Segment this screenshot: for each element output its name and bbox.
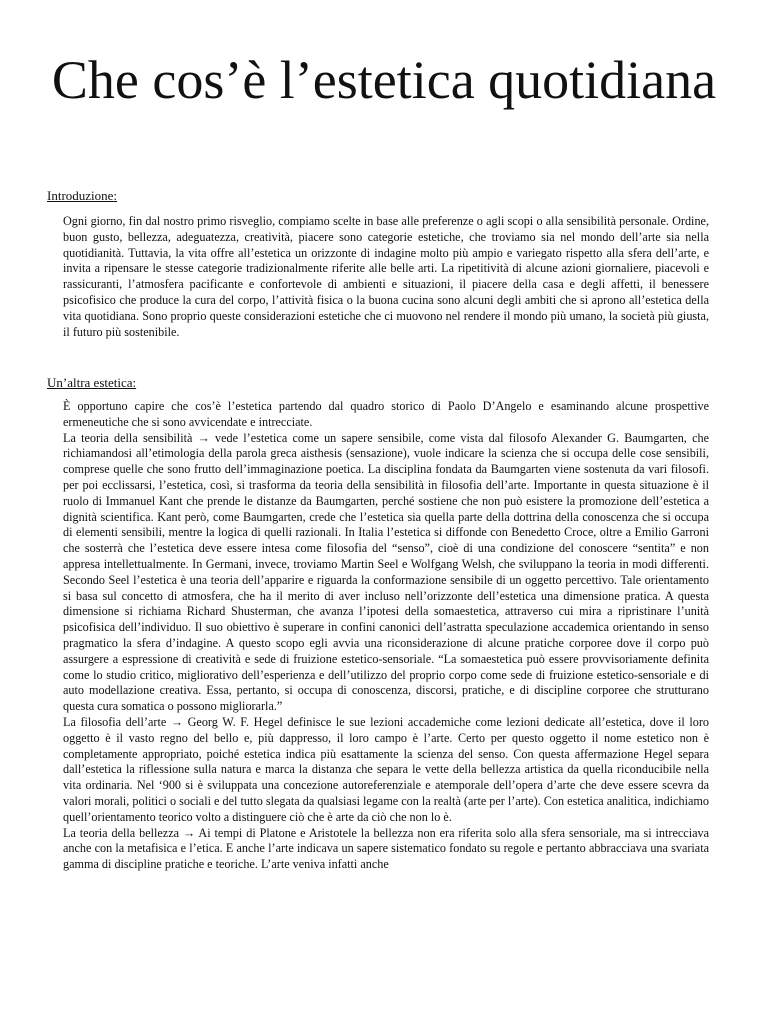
paragraph: La teoria della bellezza → Ai tempi di Platone e Aristotele la bellezza non era riferita solo alla sfera sensoriale, ma si intrecciava anche con la metafisica e l’etica. E anche l’arte indicava un sapere sistematico fondato su regole e pertanto abbracciava una svariata gamma di discipline pratiche e teoriche. L’arte veniva infatti anche xyxy=(63,825,709,872)
section-body-introduzione xyxy=(63,214,709,340)
page-title: Che cos’è l’estetica quotidiana xyxy=(51,50,717,110)
paragraph: La teoria della sensibilità → vede l’estetica come un sapere sensibile, come vista dal filosofo Alexander G. Baumgarten, che richiamandosi all’etimologia della parola greca aisthesis (sensazione), vuole indicare la scienza che si occupa delle cose sensibili, comprese quelle che sono frutto dell’immaginazione poetica. La disciplina fondata da Baumgarten viene sostenuta da vari filosofi. per poi ecclissarsi, l’estetica, così, si trasforma da teoria della sensibilità in filosofia dell’arte. Importante in questa situazione è il ruolo di Immanuel Kant che prende le distanze da Baumgarten, perché sostiene che non può esistere la promozione dell’estetica a dignità scientifica. Kant però, come Baumgarten, crede che l’estetica sia quella parte della dottrina della conoscenza che si occupa di elementi sensibili, mentre la logica di quelli razionali. In Italia l’estetica si diffonde con Benedetto Croce, oltre a Emilio Garroni che sosterrà che l’estetica deve essere intesa come filosofia del “senso”, cioè di una condizione del conoscere “sentita” e non appresa intellettualmente. In Germani, invece, troviamo Martin Seel e Wolfgang Welsh, che sviluppano la teoria in modi differenti. Secondo Seel l’estetica è una teoria dell’apparire e riguarda la conformazione sensibile di un oggetto percettivo. Tale orientamento si basa sul concetto di atmosfera, che ha il merito di aver incluso nell’orizzonte dell’estetica una dimensione pratica. A questa dimensione si richiama Richard Shusterman, che avanza l’ipotesi della somaestetica, attraverso cui mira a ripristinare l’unità psicofisica dell’individuo. Il suo obiettivo è superare in confini canonici dell’astratta speculazione accademica orientando in senso pragmatico la sfera d’indagine. A questo scopo egli avvia una riconsiderazione di alcune pratiche corporee dove il corpo può assurgere a espressione di creatività e sede di fruizione estetico-sensoriale. “La somaestetica può essere provvisoriamente definita come lo studio critico, migliorativo dell’esperienza e dell’utilizzo del proprio corpo come sede di fruizione estetico-sensoriale e di auto modellazione creativa. Essa, pertanto, si occupa di conoscenza, discorsi, pratiche, e di discipline corporee che strutturano questa cura somatica o possono migliorarla.” xyxy=(63,430,709,714)
section-heading-introduzione: Introduzione: xyxy=(47,188,118,203)
section-heading-altra-estetica: Un’altra estetica: xyxy=(47,375,137,390)
paragraph: È opportuno capire che cos’è l’estetica partendo dal quadro storico di Paolo D’Angelo e esaminando alcune prospettive ermeneutiche che si sono avvicendate e intrecciate. xyxy=(63,399,709,429)
paragraph: Ogni giorno, fin dal nostro primo risveglio, compiamo scelte in base alle preferenze o agli scopi o alla sensibilità personale. Ordine, buon gusto, bellezza, adeguatezza, creatività, piacere sono categorie estetiche, che troviamo sia nel mondo dell’arte sia nella quotidianità. Tuttavia, la vita offre all’estetica un orizzonte di indagine molto più ampio e variegato rispetto alla sfera dell’arte, e invita a ripensare le stesse categorie tradizionalmente riferite alle belle arti. La ripetitività di alcune azioni giornaliere, piacevoli e rassicuranti, l’atmosfera pacificante e confortevole di ambienti e situazioni, il piacere della casa e degli affetti, il benessere psicofisico che produce la cura del corpo, l’attività fisica o la buona cucina sono alcuni degli ambiti che si aprono all’estetica della vita quotidiana. Sono proprio queste considerazioni estetiche che ci muovono nel rendere il mondo più umano, la società più giusta, il futuro più sostenibile. xyxy=(63,214,709,339)
section-body-altra-estetica xyxy=(63,399,709,873)
paragraph: La filosofia dell’arte → Georg W. F. Hegel definisce le sue lezioni accademiche come lezioni dedicate all’estetica, dove il loro oggetto è il vasto regno del bello e, più dappresso, il loro campo è l’arte. Certo per questo oggetto il nome estetico non è completamente appropriato, poiché estetica indica più esattamente la scienza del senso. Con questa affermazione Hegel separa dall’estetica la riflessione sulla natura e marca la distanza che separa le vette della bellezza artistica da quella riconducibile nella vita ordinaria. Nel ‘900 si è sviluppata una concezione autoreferenziale e atemporale dell’opera d’arte che deve essere scevra da valori morali, politici o sociali e del tutto slegata da qualsiasi legame con la realtà (arte per l’arte). Con estetica analitica, indichiamo quell’orientamento teorico volto a distinguere ciò che è arte da ciò che non lo è. xyxy=(63,714,709,824)
